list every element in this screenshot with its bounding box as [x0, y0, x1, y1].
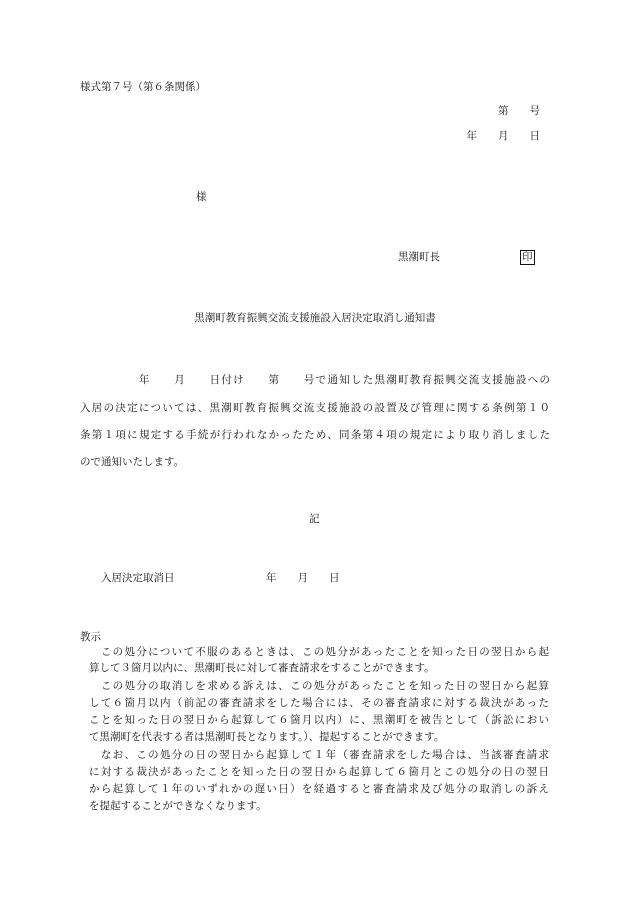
sender-block: [398, 250, 535, 265]
sender-name: 黒潮町長: [398, 251, 440, 263]
document-number: 第 号: [498, 105, 540, 117]
body-line-2: 入居の決定については、黒潮町教育振興交流支援施設の設置及び管理に関する条例第１０: [80, 402, 550, 414]
seal-mark: 印: [522, 251, 533, 263]
body-line-1: 年 月 日付け 第 号で通知した黒潮町教育振興交流支援施設への: [80, 374, 550, 386]
cancel-date-label: 入居決定取消日: [101, 572, 175, 584]
cancel-date-value: 年 月 日: [266, 572, 340, 584]
instruction-line: ことを知った日の翌日から起算して６箇月以内）に、黒潮町を被告として（訴訟におい: [89, 714, 549, 726]
addressee-suffix: 様: [196, 191, 207, 203]
body-line-4: ので通知いたします。: [80, 456, 185, 468]
instruction-line: して６箇月以内（前記の審査請求をした場合には、その審査請求に対する裁決があった: [89, 697, 549, 709]
instruction-line: て黒潮町を代表する者は黒潮町長となります。）、提起することができます。: [89, 731, 445, 743]
instruction-line: に対する裁決があったことを知った日の翌日から起算して６箇月とこの処分の日の翌日: [89, 766, 549, 778]
instruction-heading: 教示: [80, 631, 101, 643]
document-title: 黒潮町教育振興交流支援施設入居決定取消し通知書: [194, 312, 436, 324]
instruction-line: この処分について不服のあるときは、この処分があったことを知った日の翌日から起: [89, 646, 549, 658]
body-line-3: 条第１項に規定する手続が行われなかったため、同条第４項の規定により取り消しました: [80, 429, 551, 441]
instruction-line: を提起することができなくなります。: [89, 800, 267, 812]
instruction-line: 算して３箇月以内に、黒潮町長に対して審査請求をすることができます。: [89, 662, 435, 674]
instruction-line: から起算して１年のいずれかの遅い日）を経過すると審査請求及び処分の取消しの訴え: [89, 783, 549, 795]
instruction-line: なお、この処分の日の翌日から起算して１年（審査請求をした場合は、当該審査請求: [89, 749, 549, 761]
ki-heading: 記: [309, 513, 320, 525]
form-number: 様式第７号（第６条関係）: [80, 81, 206, 93]
instruction-line: この処分の取消しを求める訴えは、この処分があったことを知った日の翌日から起算: [89, 680, 549, 692]
document-date: 年 月 日: [466, 130, 540, 142]
